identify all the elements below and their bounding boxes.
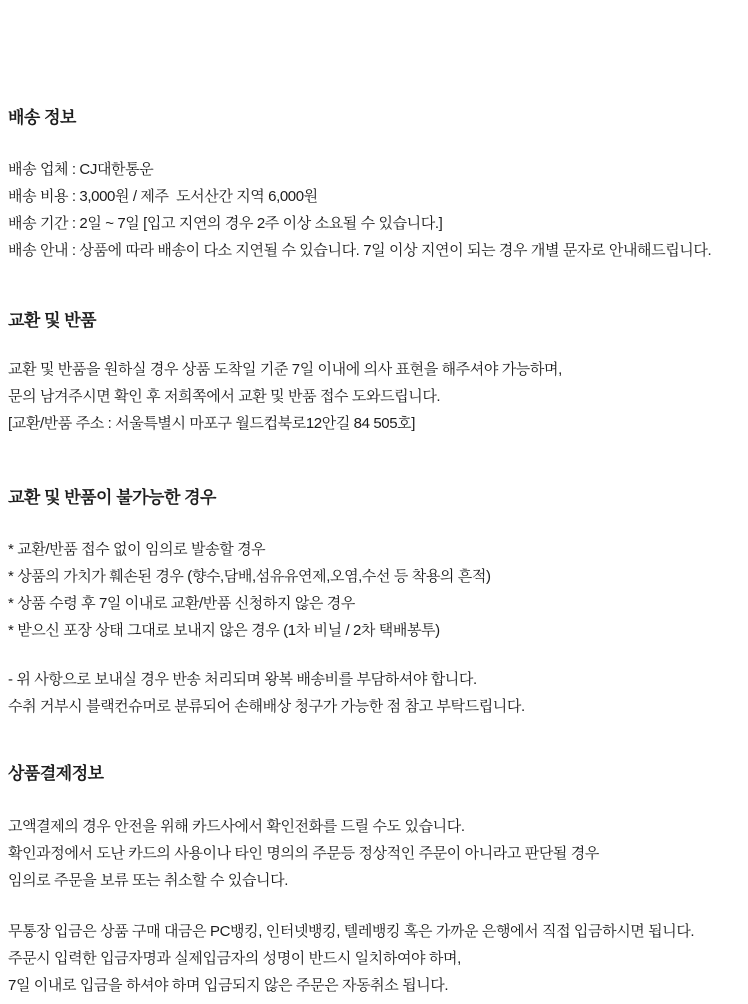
text-line-return-process: 문의 남겨주시면 확인 후 저희쪽에서 교환 및 반품 접수 도와드립니다.: [8, 388, 441, 405]
text-line-return-address: [교환/반품 주소 : 서울특별시 마포구 월드컵북로12안길 84 505호]: [8, 415, 416, 432]
text-line-shipping-carrier: 배송 업체 : CJ대한통운: [8, 161, 154, 178]
text-line-refusal-warning: 수취 거부시 블랙컨슈머로 분류되어 손해배상 청구가 가능한 점 참고 부탁드립니다.: [8, 698, 525, 715]
text-line-auto-cancel: 7일 이내로 입금을 하셔야 하며 입금되지 않은 주문은 자동취소 됩니다.: [8, 977, 449, 994]
text-line-shipping-cost: 배송 비용 : 3,000원 / 제주 도서산간 지역 6,000원: [8, 188, 318, 205]
text-line-depositor-name-match: 주문시 입력한 입금자명과 실제입금자의 성명이 반드시 일치하여야 하며,: [8, 950, 461, 967]
paragraph-return-warning: [8, 666, 740, 720]
text-line-order-hold-cancel: 임의로 주문을 보류 또는 취소할 수 있습니다.: [8, 872, 288, 889]
text-line-over-7days: * 상품 수령 후 7일 이내로 교환/반품 신청하지 않은 경우: [8, 595, 355, 612]
paragraph-card-payment: [8, 813, 740, 894]
paragraph-exchange-return: [8, 356, 740, 437]
text-line-return-condition: 교환 및 반품을 원하실 경우 상품 도착일 기준 7일 이내에 의사 표현을 해주셔야 가능하며,: [8, 361, 562, 378]
paragraph-bank-transfer: [8, 918, 740, 999]
text-line-fraud-check: 확인과정에서 도난 카드의 사용이나 타인 명의의 주문등 정상적인 주문이 아니라고 판단될 경우: [8, 845, 599, 862]
text-line-no-request-shipment: * 교환/반품 접수 없이 임의로 발송할 경우: [8, 541, 266, 558]
text-line-bank-transfer-methods: 무통장 입금은 상품 구매 대금은 PC뱅킹, 인터넷뱅킹, 텔레뱅킹 혹은 가까운 은행에서 직접 입금하시면 됩니다.: [8, 923, 695, 940]
text-line-card-verification: 고액결제의 경우 안전을 위해 카드사에서 확인전화를 드릴 수도 있습니다.: [8, 818, 465, 835]
text-line-shipping-period: 배송 기간 : 2일 ~ 7일 [입고 지연의 경우 2주 이상 소요될 수 있습니다.]: [8, 215, 443, 232]
text-line-damaged-value: * 상품의 가치가 훼손된 경우 (향수,담배,섬유유연제,오염,수선 등 착용의 흔적): [8, 568, 491, 585]
text-line-return-shipping-fee: - 위 사항으로 보내실 경우 반송 처리되며 왕복 배송비를 부담하셔야 합니다.: [8, 671, 477, 688]
paragraph-return-not-allowed-list: [8, 536, 740, 644]
paragraph-shipping-details: [8, 156, 740, 264]
section-heading-return-not-allowed: 교환 및 반품이 불가능한 경우: [8, 488, 216, 507]
text-line-shipping-notice: 배송 안내 : 상품에 따라 배송이 다소 지연될 수 있습니다. 7일 이상 지연이 되는 경우 개별 문자로 안내해드립니다.: [8, 242, 712, 259]
section-heading-shipping-info: 배송 정보: [8, 108, 76, 127]
section-heading-exchange-return: 교환 및 반품: [8, 311, 97, 330]
section-heading-payment-info: 상품결제정보: [8, 764, 104, 783]
text-line-packaging-condition: * 받으신 포장 상태 그대로 보내지 않은 경우 (1차 비닐 / 2차 택배봉투): [8, 622, 440, 639]
